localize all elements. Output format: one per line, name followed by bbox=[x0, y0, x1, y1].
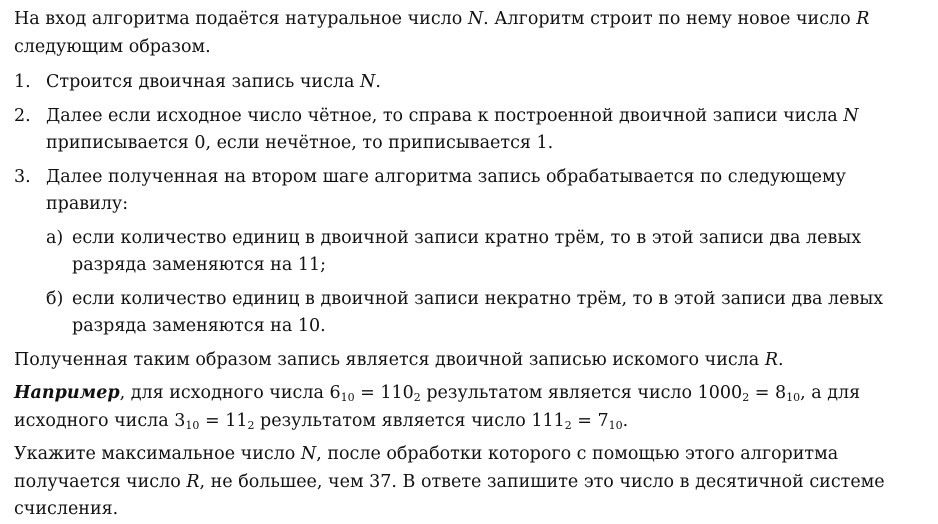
example-text: . bbox=[622, 410, 629, 431]
step-text: Далее если исходное число чётное, то справа к построенной двоичной записи числа bbox=[46, 105, 844, 126]
example-text: = 8 bbox=[749, 383, 787, 403]
base-subscript: 2 bbox=[247, 418, 255, 432]
step-number: 3. bbox=[14, 166, 31, 187]
intro-text: На вход алгоритма подаётся натуральное число bbox=[14, 9, 468, 29]
base-subscript: 2 bbox=[742, 391, 750, 404]
example-text: = 7 bbox=[571, 410, 609, 431]
example-text: = 110 bbox=[354, 383, 414, 403]
step-1 bbox=[14, 69, 914, 97]
task-paragraph bbox=[14, 441, 914, 524]
result-paragraph bbox=[14, 347, 914, 375]
variable-n: N bbox=[467, 9, 484, 29]
base-subscript: 10 bbox=[340, 391, 355, 404]
intro-text: следующим образом. bbox=[14, 36, 211, 57]
step-2 bbox=[14, 103, 914, 158]
intro-paragraph bbox=[14, 6, 914, 61]
variable-r: R bbox=[764, 349, 778, 370]
step-text: . bbox=[375, 72, 381, 92]
step-3 bbox=[14, 164, 914, 219]
task-text: Укажите максимальное число bbox=[14, 444, 301, 464]
base-subscript: 2 bbox=[564, 418, 572, 432]
step-number: 2. bbox=[14, 105, 31, 126]
variable-n: N bbox=[300, 444, 317, 464]
task-text: , после обработки которого с помощью этого алгоритма получается число bbox=[14, 444, 839, 492]
example-text: результатом является число 1000 bbox=[420, 383, 743, 403]
rule-b bbox=[14, 286, 914, 341]
rule-text: если количество единиц в двоичной записи некратно трём, то в этой записи два левых разряда заменяются на 10. bbox=[72, 288, 884, 336]
example-text: , а для исходного числа 3 bbox=[14, 383, 861, 431]
example-label: Например bbox=[14, 383, 120, 403]
step-number: 1. bbox=[14, 72, 31, 92]
base-subscript: 10 bbox=[608, 418, 623, 432]
intro-text: . Алгоритм строит по нему новое число bbox=[483, 9, 857, 29]
step-text: приписывается 0, если нечётное, то приписывается 1. bbox=[46, 133, 554, 153]
variable-n: N bbox=[843, 105, 859, 126]
base-subscript: 10 bbox=[185, 418, 200, 432]
base-subscript: 2 bbox=[413, 391, 421, 404]
example-text: = 11 bbox=[199, 410, 248, 431]
example-text: результатом является число 111 bbox=[254, 410, 565, 431]
variable-n: N bbox=[360, 72, 376, 92]
rule-letter: а) bbox=[46, 227, 64, 248]
step-text: Далее полученная на втором шаге алгоритма запись обрабатывается по следующему правилу: bbox=[46, 166, 846, 214]
task-text: , не большее, чем 37. В ответе запишите это число в десятичной системе счисления. bbox=[14, 471, 885, 519]
example-text: , для исходного числа 6 bbox=[119, 383, 341, 403]
example-paragraph bbox=[14, 380, 914, 435]
rule-a bbox=[14, 225, 914, 280]
step-text: Строится двоичная запись числа bbox=[46, 72, 361, 92]
variable-r: R bbox=[186, 471, 200, 492]
result-text: . bbox=[778, 349, 784, 370]
variable-r: R bbox=[856, 9, 870, 29]
base-subscript: 10 bbox=[786, 391, 801, 404]
rule-text: если количество единиц в двоичной записи кратно трём, то в этой записи два левых разряда заменяются на 11; bbox=[72, 227, 862, 275]
result-text: Полученная таким образом запись является двоичной записью искомого числа bbox=[14, 349, 765, 370]
rule-letter: б) bbox=[46, 288, 64, 309]
